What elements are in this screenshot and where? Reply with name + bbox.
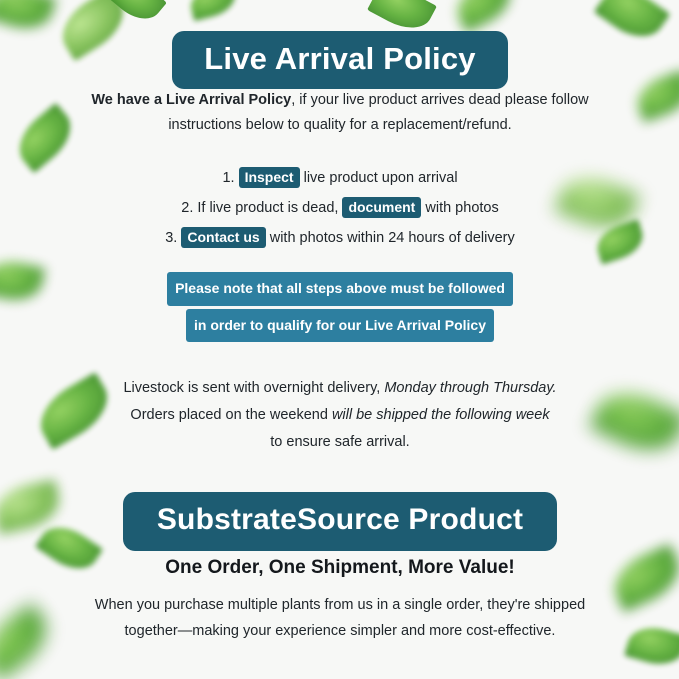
step-number: 2. [181, 200, 194, 216]
shipping-paragraph [92, 375, 588, 455]
step-pre: If live product is dead, [197, 200, 343, 216]
step-post: live product upon arrival [299, 170, 458, 186]
live-arrival-policy-banner: Live Arrival Policy [172, 31, 508, 89]
step-highlight: Inspect [239, 167, 300, 188]
substratesource-product-banner: SubstrateSource Product [123, 492, 557, 551]
step-post: with photos [421, 200, 499, 216]
step-number: 3. [165, 230, 178, 246]
closing-paragraph: When you purchase multiple plants from us in a single order, they're shipped together—making your experience simpler and more cost-effective. [94, 597, 586, 640]
shipping-line-1-emphasis: Monday through Thursday. [384, 380, 557, 396]
intro-lead: We have a Live Arrival Policy [91, 92, 292, 108]
note-line-2: in order to qualify for our Live Arrival Policy [186, 309, 494, 343]
step-number: 1. [222, 170, 235, 186]
list-item [110, 193, 570, 223]
shipping-line-2-emphasis: will be shipped the following week [331, 406, 550, 423]
note-line-1: Please note that all steps above must be followed [167, 272, 513, 306]
policy-note [110, 272, 570, 345]
step-highlight: document [342, 197, 421, 218]
shipping-line-3: to ensure safe arrival. [270, 433, 410, 450]
intro-paragraph [78, 88, 602, 139]
steps-list [110, 163, 570, 253]
list-item [110, 163, 570, 193]
shipping-line-2a: Orders placed on the weekend [130, 406, 332, 423]
intro-rest: , if your live product arrives dead please follow instructions below to quality for a replacement/refund. [168, 92, 589, 134]
list-item [110, 223, 570, 253]
shipping-line-1a: Livestock is sent with overnight delivery, [123, 380, 385, 396]
step-highlight: Contact us [181, 227, 265, 248]
step-post: with photos within 24 hours of delivery [265, 230, 515, 246]
value-subheading: One Order, One Shipment, More Value! [165, 557, 515, 578]
